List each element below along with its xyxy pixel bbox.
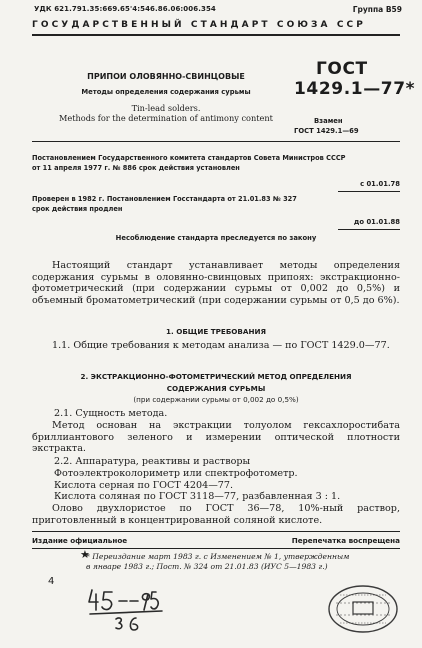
section-2-scope: (при содержании сурьмы от 0,002 до 0,5%)	[133, 395, 299, 404]
group-code: Группа В59	[352, 5, 402, 14]
footnote-line-2: в январе 1983 г.; Пост. № 324 от 21.01.83 (ИУС 5—1983 г.)	[86, 562, 328, 571]
list-item: Кислота соляная по ГОСТ 3118—77, разбавленная 3 : 1.	[54, 491, 341, 503]
subtitle-en: Methods for the determination of antimony content	[59, 113, 273, 123]
page-number: 4	[48, 576, 55, 587]
library-stamp-icon	[326, 583, 400, 635]
udc-code: УДК 621.791.35:669.65'4:546.86.06:006.354	[34, 5, 216, 13]
replaces-block	[294, 116, 359, 136]
standard-band: ГОСУДАРСТВЕННЫЙ СТАНДАРТ СОЮЗА ССР	[32, 20, 366, 30]
section-2-heading: 2. ЭКСТРАКЦИОННО-ФОТОМЕТРИЧЕСКИЙ МЕТОД ОПРЕДЕЛЕНИЯ	[80, 372, 352, 381]
decree-line-1: Постановлением Государственного комитета стандартов Совета Министров СССР	[32, 154, 346, 162]
handwritten-note-icon	[86, 584, 166, 636]
footnote-line-1: * Переиздание март 1983 г. с Изменением № 1, утвержденным	[86, 552, 350, 561]
star-icon: ★	[80, 548, 90, 561]
title-rule	[32, 141, 400, 142]
subtitle-ru: Методы определения содержания сурьмы	[81, 88, 251, 96]
decree-line-2: от 11 апреля 1977 г. № 886 срок действия установлен	[32, 164, 240, 172]
decree-line-4: срок действия продлен	[32, 205, 123, 213]
list-item: Фотоэлектроколориметр или спектрофотометр.	[54, 468, 298, 479]
legal-warning: Несоблюдение стандарта преследуется по закону	[115, 234, 317, 242]
footnote	[86, 552, 386, 572]
official-edition: Издание официальное	[32, 536, 128, 545]
extended-date: до 01.01.88	[353, 218, 400, 226]
list-item: Олово двухлористое по ГОСТ 36—78, 10%-ный раствор, приготовленный в концентрированной соляной кислоте.	[32, 503, 400, 526]
replaces-label: Взамен	[314, 117, 343, 125]
clause-2-1: 2.1. Сущность метода.	[54, 408, 168, 419]
clause-2-2: 2.2. Аппаратура, реактивы и растворы	[54, 456, 251, 467]
tin-chloride-item	[32, 503, 400, 526]
section-2-heading-2: СОДЕРЖАНИЯ СУРЬМЫ	[166, 384, 266, 393]
decree-line-3: Проверен в 1982 г. Постановлением Госстандарта от 21.01.83 № 327	[32, 195, 297, 203]
clause-1-1: 1.1. Общие требования к методам анализа — по ГОСТ 1429.0—77.	[52, 340, 390, 351]
header-rule	[32, 34, 400, 36]
date-underline	[338, 229, 400, 230]
date-underline	[338, 191, 400, 192]
gost-label: ГОСТ	[316, 59, 368, 79]
footer-rule	[32, 531, 400, 532]
section-1-body	[32, 340, 400, 352]
reprint-forbidden: Перепечатка воспрещена	[291, 536, 400, 545]
method-principle: Метод основан на экстракции толуолом гексахлоростибата бриллиантового зеленого и измерении оптической плотности экстракта.	[32, 420, 400, 455]
intro-paragraph	[32, 260, 400, 307]
list-item: Кислота серная по ГОСТ 4204—77.	[54, 479, 234, 491]
intro-text: Настоящий стандарт устанавливает методы определения содержания сурьмы в оловянно-свинцовых припоях: экстракционно-фотометрический (при содержании сурьмы от 0,002 до 0,5%) и объемный броматометрический (при содержании сурьмы от 0,5 до 6%).	[32, 260, 400, 307]
effective-date: с 01.01.78	[360, 180, 400, 188]
title-en: Tin-lead solders.	[131, 103, 201, 113]
gost-designation: 1429.1—77*	[294, 79, 416, 99]
gost-number	[294, 59, 415, 99]
title-ru: ПРИПОИ ОЛОВЯННО-СВИНЦОВЫЕ	[87, 72, 245, 81]
section-1-heading: 1. ОБЩИЕ ТРЕБОВАНИЯ	[165, 327, 267, 336]
replaces-value: ГОСТ 1429.1—69	[294, 127, 359, 135]
clause-2-1-text	[32, 420, 400, 455]
equipment-list	[54, 468, 400, 503]
